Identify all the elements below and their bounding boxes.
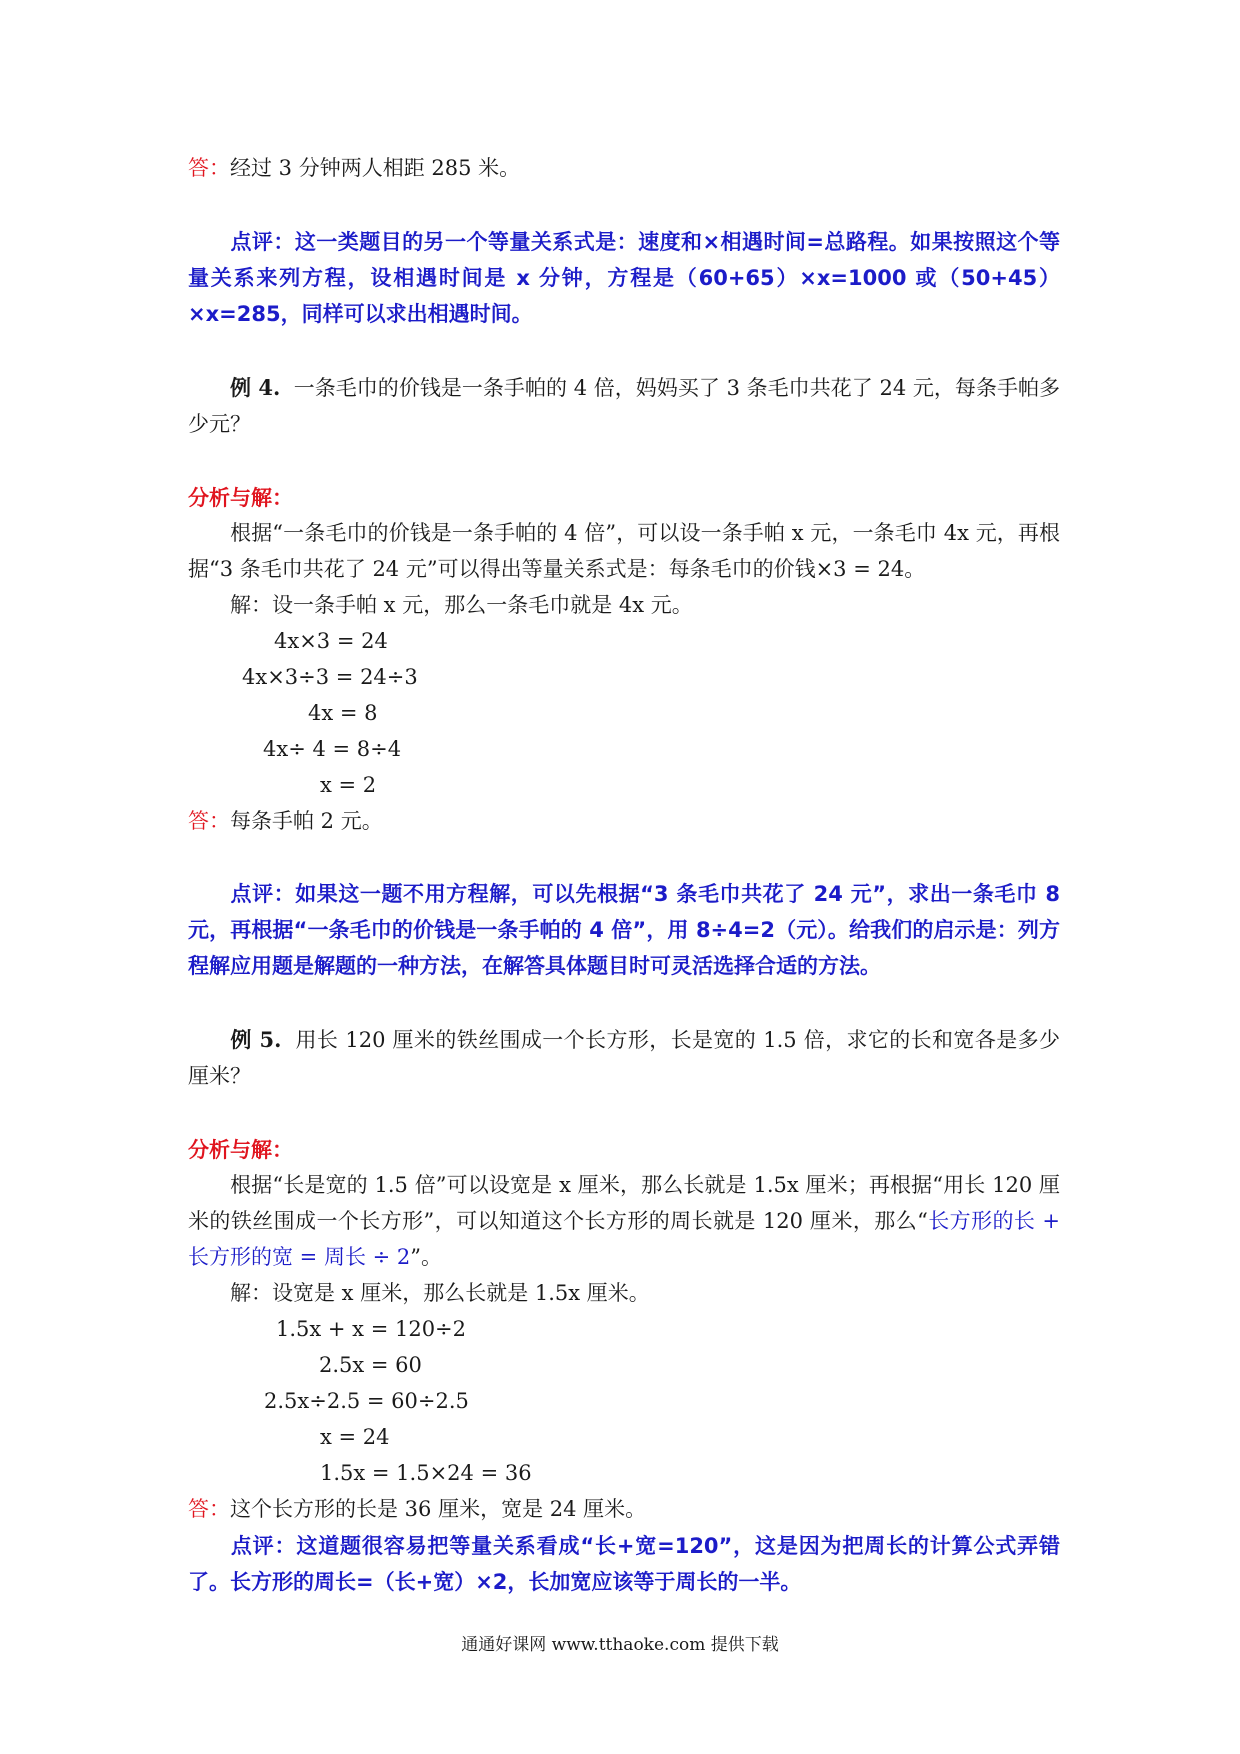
equation-5-4: x = 24 [320, 1425, 390, 1449]
comment-text: 点评：如果这一题不用方程解，可以先根据“3 条毛巾共花了 24 元”，求出一条毛巾 8 元，再根据“一条毛巾的价钱是一条手帕的 4 倍”，用 8÷4=2（元）。给我们的启示是：列方程解应用题是解题的一种方法，在解答具体题目时可灵活选择合适的方法。 [188, 882, 1060, 978]
answer-text: 这个长方形的长是 36 厘米，宽是 24 厘米。 [230, 1497, 647, 1521]
equation-4-3: 4x = 8 [308, 701, 378, 725]
equation-4-2: 4x×3÷3 = 24÷3 [242, 665, 418, 689]
analysis-text-a: 根据“长是宽的 1.5 倍”可以设宽是 x 厘米，那么长就是 1.5x 厘米；再根据“用长 120 厘米的铁丝围成一个长方形”，可以知道这个长方形的周长就是 120 厘米，那么“ [188, 1173, 1060, 1233]
equation-5-5: 1.5x = 1.5×24 = 36 [320, 1461, 532, 1485]
comment-text: 点评：这道题很容易把等量关系看成“长+宽=120”，这是因为把周长的计算公式弄错了。长方形的周长=（长+宽）×2，长加宽应该等于周长的一半。 [188, 1534, 1060, 1594]
answer-text: 每条手帕 2 元。 [230, 809, 383, 833]
equation-5-2: 2.5x = 60 [319, 1353, 422, 1377]
answer-line-5 [188, 1494, 646, 1524]
analysis-text: 根据“一条毛巾的价钱是一条手帕的 4 倍”，可以设一条手帕 x 元，一条毛巾 4x 元，再根据“3 条毛巾共花了 24 元”可以得出等量关系式是：每条毛巾的价钱×3 = 24。 [188, 521, 1060, 581]
analysis-heading-5: 分析与解： [188, 1138, 293, 1162]
example-label: 例 4. [230, 375, 281, 400]
answer-label: 答： [188, 809, 230, 833]
equation-4-5: x = 2 [320, 773, 377, 797]
equation-4-4: 4x÷ 4 = 8÷4 [263, 737, 402, 761]
answer-line-4 [188, 806, 383, 836]
answer-line-1 [188, 153, 520, 183]
equation-5-1: 1.5x + x = 120÷2 [276, 1317, 467, 1341]
example-text: 一条毛巾的价钱是一条手帕的 4 倍，妈妈买了 3 条毛巾共花了 24 元，每条手帕多少元？ [188, 376, 1061, 436]
answer-label: 答： [188, 156, 230, 180]
example-text: 用长 120 厘米的铁丝围成一个长方形，长是宽的 1.5 倍，求它的长和宽各是多少厘米？ [188, 1028, 1060, 1088]
comment-block-3 [188, 1528, 1060, 1600]
equation-5-3: 2.5x÷2.5 = 60÷2.5 [264, 1389, 469, 1413]
example-5 [188, 1022, 1060, 1094]
answer-text: 经过 3 分钟两人相距 285 米。 [230, 156, 521, 180]
analysis-heading-4: 分析与解： [188, 486, 293, 510]
comment-block-2 [188, 876, 1060, 984]
answer-label: 答： [188, 1497, 230, 1521]
comment-block-1 [188, 224, 1060, 332]
page-footer: 通通好课网 www.tthaoke.com 提供下载 [461, 1635, 779, 1655]
analysis-paragraph-4 [188, 515, 1060, 587]
equation-4-1: 4x×3 = 24 [274, 629, 388, 653]
analysis-paragraph-5 [188, 1167, 1060, 1275]
analysis-text-b: ”。 [410, 1245, 443, 1269]
solution-intro-5: 解：设宽是 x 厘米，那么长就是 1.5x 厘米。 [230, 1281, 650, 1305]
solution-intro-4: 解：设一条手帕 x 元，那么一条毛巾就是 4x 元。 [230, 593, 693, 617]
example-label: 例 5. [230, 1027, 282, 1052]
example-4 [188, 370, 1060, 442]
comment-text: 点评：这一类题目的另一个等量关系式是：速度和×相遇时间=总路程。如果按照这个等量关系来列方程，设相遇时间是 x 分钟，方程是（60+65）×x=1000 或（50+45）×x=285，同样可以求出相遇时间。 [188, 230, 1060, 326]
analysis-text-highlight: 长方形的长 + 长方形的宽 = 周长 ÷ 2 [188, 1209, 1060, 1269]
